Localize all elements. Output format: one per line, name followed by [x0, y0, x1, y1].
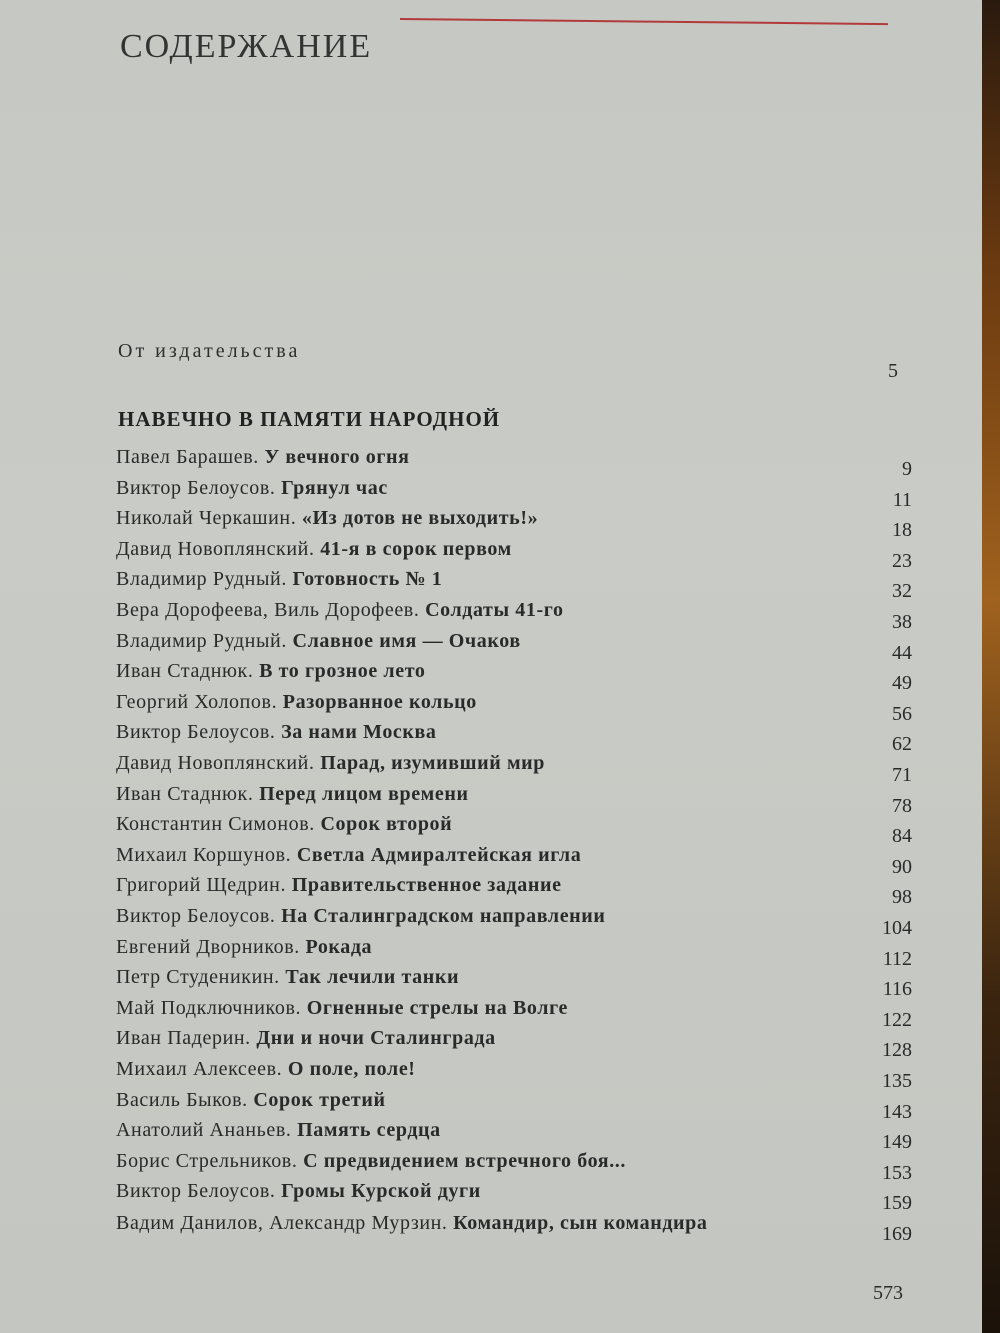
- toc-entry: [0, 1211, 982, 1245]
- toc-entry-author: Георгий Холопов.: [116, 690, 283, 713]
- toc-entry-page-number: 116: [882, 978, 912, 1001]
- toc-entry-title: Солдаты 41-го: [425, 599, 564, 621]
- toc-entry-title: В то грозное лето: [259, 660, 426, 683]
- toc-entry-page-number: 78: [892, 794, 912, 817]
- toc-entry-page-number: 98: [892, 886, 912, 909]
- preface-label: От издательства: [118, 340, 301, 362]
- toc-entry-text: [116, 966, 459, 989]
- toc-entry-text: [116, 905, 606, 928]
- toc-entry-page-number: 128: [882, 1039, 912, 1062]
- toc-entry: [0, 966, 982, 1001]
- toc-entry-text: [116, 1027, 496, 1050]
- toc-entry-page-number: 38: [892, 611, 912, 633]
- toc-entry-text: [116, 721, 437, 744]
- toc-entry-author: Иван Стаднюк.: [116, 660, 260, 683]
- toc-entry-author: Михаил Алексеев.: [116, 1058, 288, 1080]
- toc-entry-text: [116, 936, 372, 959]
- toc-entry-page-number: 84: [892, 825, 912, 848]
- toc-entry: [0, 446, 982, 480]
- toc-entry-page-number: 49: [892, 672, 912, 695]
- toc-entry-page-number: 112: [882, 947, 912, 970]
- toc-entry-title: «Из дотов не выходить!»: [301, 507, 539, 530]
- toc-entry-title: О поле, поле!: [287, 1058, 416, 1080]
- toc-entry-title: Командир, сын командира: [453, 1212, 708, 1234]
- toc-entry-author: Григорий Щедрин.: [116, 874, 292, 897]
- toc-entry: [0, 782, 982, 817]
- toc-entry-author: Евгений Дворников.: [116, 935, 306, 958]
- toc-entry: [0, 874, 982, 909]
- toc-entry-text: [116, 477, 388, 500]
- toc-entry-title: Дни и ночи Сталинграда: [256, 1027, 496, 1050]
- toc-entry-title: Рокада: [305, 935, 373, 958]
- toc-entry: [0, 629, 982, 664]
- toc-entry-author: Виктор Белоусов.: [116, 905, 282, 927]
- toc-entry: [0, 843, 982, 878]
- toc-entry-title: Перед лицом времени: [259, 782, 469, 805]
- toc-entry-author: Виктор Белоусов.: [116, 721, 282, 744]
- toc-entry-text: [116, 1089, 386, 1112]
- toc-entry-author: Вадим Данилов, Александр Мурзин.: [116, 1212, 454, 1234]
- toc-entry-author: Константин Симонов.: [116, 813, 321, 836]
- toc-entry-text: [116, 1180, 481, 1203]
- toc-entry-title: Сорок третий: [253, 1088, 386, 1111]
- toc-entry-text: [116, 630, 521, 653]
- toc-entry-page-number: 135: [882, 1070, 912, 1092]
- toc-entry-text: [116, 874, 562, 897]
- toc-entry: [0, 1119, 982, 1154]
- toc-entry-author: Давид Новоплянский.: [116, 537, 321, 560]
- toc-entry-author: Михаил Коршунов.: [116, 843, 297, 866]
- toc-entry-author: Май Подключников.: [116, 996, 307, 1019]
- toc-entry: [0, 1058, 982, 1092]
- toc-entry: [0, 996, 982, 1031]
- toc-entry-text: [116, 599, 564, 622]
- toc-entry-title: Светла Адмиралтейская игла: [296, 843, 582, 866]
- toc-entry: [0, 568, 982, 603]
- toc-entry-title: Огненные стрелы на Волге: [306, 996, 568, 1019]
- toc-entry-page-number: 18: [892, 519, 912, 542]
- toc-entry-title: Славное имя — Очаков: [292, 629, 521, 652]
- toc-entry: [0, 690, 982, 725]
- toc-entry-title: На Сталинградском направлении: [281, 905, 606, 927]
- toc-entry-title: Память сердца: [297, 1119, 441, 1142]
- toc-entry-text: [116, 446, 410, 469]
- toc-entry: [0, 905, 982, 939]
- toc-entry-author: Павел Барашев.: [116, 446, 265, 468]
- toc-entry-page-number: 44: [892, 641, 912, 664]
- toc-entry-title: Готовность № 1: [292, 568, 443, 591]
- toc-entry-author: Владимир Рудный.: [116, 629, 293, 652]
- toc-entry-author: Владимир Рудный.: [116, 568, 293, 591]
- toc-entry-text: [116, 844, 581, 867]
- toc-entry-author: Василь Быков.: [116, 1088, 254, 1111]
- toc-entry-text: [116, 691, 477, 714]
- toc-entry-text: [116, 568, 442, 591]
- toc-entry: [0, 752, 982, 786]
- toc-entry-title: Разорванное кольцо: [282, 690, 477, 713]
- toc-entry: [0, 1088, 982, 1123]
- toc-entry-author: Давид Новоплянский.: [116, 752, 321, 774]
- toc-entry-title: 41-я в сорок первом: [320, 537, 512, 560]
- toc-entry-text: [116, 1058, 416, 1081]
- toc-entry-title: Так лечили танки: [285, 966, 460, 989]
- toc-entry-page-number: 169: [882, 1223, 912, 1245]
- section-title: НАВЕЧНО В ПАМЯТИ НАРОДНОЙ: [118, 407, 501, 431]
- toc-entry-author: Николай Черкашин.: [116, 507, 302, 530]
- toc-entry: [0, 537, 982, 572]
- header-rule: [400, 18, 888, 25]
- toc-entry-text: [116, 997, 568, 1020]
- toc-entry-page-number: 23: [892, 549, 912, 572]
- page-title: СОДЕРЖАНИЕ: [120, 28, 373, 65]
- toc-entry-text: [116, 507, 538, 530]
- toc-entry-text: [116, 813, 452, 836]
- toc-entry-page-number: 122: [882, 1008, 912, 1031]
- toc-entry-text: [116, 1119, 441, 1142]
- toc-entry-page-number: 9: [902, 458, 912, 480]
- toc-entry-title: С предвидением встречного боя...: [303, 1149, 627, 1172]
- toc-entry-text: [116, 660, 425, 683]
- toc-entry-page-number: 11: [892, 488, 912, 511]
- toc-entry-page-number: 71: [892, 764, 912, 786]
- toc-entry: [0, 599, 982, 633]
- toc-entry-text: [116, 1150, 626, 1173]
- toc-entry: [0, 813, 982, 848]
- toc-entry-page-number: 143: [882, 1100, 912, 1123]
- toc-entry-text: [116, 1211, 846, 1235]
- toc-entry-page-number: 32: [892, 580, 912, 603]
- toc-entry-page-number: 153: [882, 1161, 912, 1184]
- toc-entry-text: [116, 752, 545, 775]
- toc-entry: [0, 721, 982, 756]
- toc-entry: [0, 1027, 982, 1062]
- toc-entry-page-number: 90: [892, 855, 912, 878]
- toc-entry-author: Петр Студеникин.: [116, 966, 286, 989]
- toc-entry-author: Виктор Белоусов.: [116, 476, 282, 499]
- toc-entry-title: Сорок второй: [320, 813, 453, 836]
- toc-entry-page-number: 159: [882, 1192, 912, 1215]
- toc-entry-text: [116, 783, 469, 806]
- toc-entry-author: Иван Падерин.: [116, 1027, 257, 1050]
- toc-entry-page-number: 62: [892, 733, 912, 756]
- toc-entry: [0, 1149, 982, 1184]
- page-folio: 573: [873, 1282, 903, 1304]
- toc-entry-text: [116, 538, 512, 561]
- toc-entry-page-number: 104: [882, 917, 912, 939]
- toc-entry: [0, 660, 982, 695]
- toc-entry: [0, 476, 982, 511]
- toc-entry-title: У вечного огня: [264, 446, 410, 468]
- toc-entry-page-number: 56: [892, 702, 912, 725]
- toc-entry: [0, 935, 982, 970]
- toc-entry: [0, 1180, 982, 1215]
- toc-entry-author: Виктор Белоусов.: [116, 1180, 282, 1203]
- toc-entry-title: За нами Москва: [281, 721, 437, 744]
- toc-entry: [0, 507, 982, 542]
- toc-entry-author: Иван Стаднюк.: [116, 782, 260, 805]
- toc-entry-author: Вера Дорофеева, Виль Дорофеев.: [116, 599, 426, 621]
- toc-entry-author: Борис Стрельников.: [116, 1149, 304, 1172]
- toc-entry-title: Громы Курской дуги: [281, 1180, 481, 1203]
- adjacent-page-edge: [982, 0, 1000, 1333]
- toc-entry-author: Анатолий Ананьев.: [116, 1119, 298, 1142]
- toc-entry-page-number: 149: [882, 1131, 912, 1154]
- preface-page-number: 5: [888, 360, 898, 382]
- toc-entry-title: Грянул час: [281, 476, 388, 499]
- toc-entry-title: Парад, изумивший мир: [320, 752, 546, 774]
- toc-entry-title: Правительственное задание: [291, 874, 562, 897]
